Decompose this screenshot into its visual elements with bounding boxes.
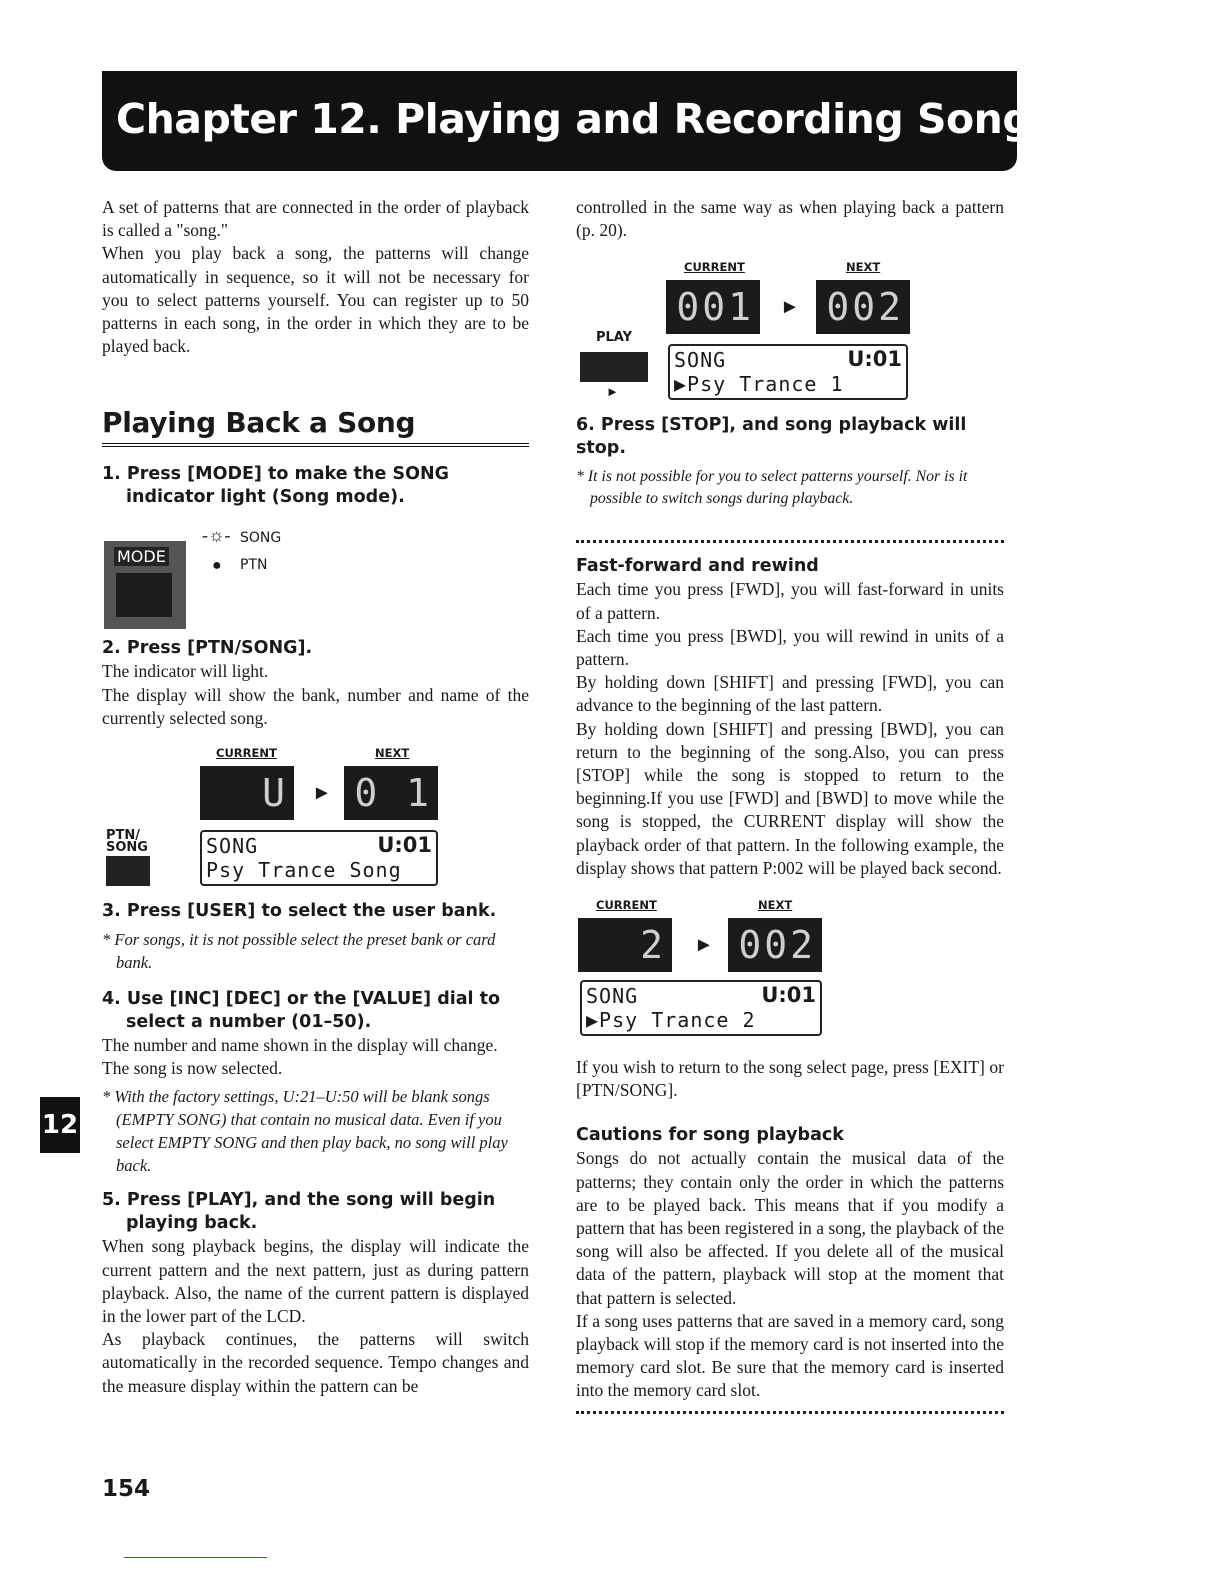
current-display: 2 xyxy=(578,918,672,972)
step-4-note: * With the factory settings, U:21–U:50 will be blank songs (EMPTY SONG) that contain no musical data. Even if you select EMPTY SONG and then play back, no song will play back. xyxy=(102,1087,508,1176)
step-5-body-2: As playback continues, the patterns will switch automatically in the recorded sequence. Tempo changes and the measure display within the pattern can be xyxy=(102,1329,529,1396)
right-column xyxy=(576,196,1004,1414)
play-button-image xyxy=(580,352,648,382)
step-4-body-1: The number and name shown in the display will change. xyxy=(102,1035,498,1056)
ptn-indicator-label: PTN xyxy=(240,557,268,574)
lcd-line-1: SONG xyxy=(674,348,727,373)
intro-paragraph-2: When you play back a song, the patterns will change automatically in sequence, so it will not be necessary for you to select patterns yourself. You can register up to 50 patterns in each song, in the order in which they are to be played back. xyxy=(102,243,529,357)
lcd-bank: U:01 xyxy=(377,833,432,858)
current-display: U xyxy=(200,766,294,820)
chapter-banner xyxy=(102,71,1056,171)
lcd-bank: U:01 xyxy=(847,347,902,372)
step-1: 1. Press [MODE] to make the SONG indicator light (Song mode). xyxy=(102,464,449,508)
dotted-divider xyxy=(576,1411,1004,1414)
section-heading: Playing Back a Song xyxy=(102,406,529,447)
ffwd-heading: Fast-forward and rewind xyxy=(576,556,819,577)
play-figure xyxy=(576,242,1004,414)
lcd-bank: U:01 xyxy=(761,983,816,1008)
ffwd-figure xyxy=(576,880,1004,1056)
lcd-line-1: SONG xyxy=(206,834,259,859)
step-4-body-2: The song is now selected. xyxy=(102,1058,283,1079)
mode-button-label: MODE xyxy=(114,547,169,566)
play-button-label: PLAY xyxy=(596,330,633,346)
lcd-line-1: SONG xyxy=(586,984,639,1009)
cautions-body-2: If a song uses patterns that are saved in a memory card, song playback will stop if the memory card is not inserted into the memory card slot. Be sure that the memory card is inserted into the memory card slot. xyxy=(576,1310,1004,1401)
lcd-display xyxy=(200,830,438,886)
cautions-heading: Cautions for song playback xyxy=(576,1125,844,1146)
current-label: CURRENT xyxy=(684,260,745,275)
song-indicator-label: SONG xyxy=(240,530,282,547)
next-display: 002 xyxy=(816,280,910,334)
exit-text: If you wish to return to the song select page, press [EXIT] or [PTN/SONG]. xyxy=(576,1057,1004,1101)
next-label: NEXT xyxy=(375,746,410,761)
chapter-title: Chapter 12. Playing and Recording Songs xyxy=(116,95,1056,143)
intro-paragraph-1: A set of patterns that are connected in the order of playback is called a "song." xyxy=(102,197,529,241)
ptn-song-button-label: PTN/ SONG xyxy=(106,828,148,856)
arrow-icon: ► xyxy=(780,296,800,319)
chapter-tab: 12 xyxy=(40,1097,80,1153)
next-display: 0 1 xyxy=(344,766,438,820)
step-2: 2. Press [PTN/SONG]. xyxy=(102,638,313,659)
ffwd-body-2: Each time you press [BWD], you will rewind in units of a pattern. xyxy=(576,625,1004,670)
current-label: CURRENT xyxy=(216,746,277,761)
ffwd-body-3: By holding down [SHIFT] and pressing [FWD], you can advance to the beginning of the last pattern. xyxy=(576,672,1004,716)
ptn-song-figure xyxy=(102,730,529,900)
mode-button-pad xyxy=(116,573,172,617)
left-column xyxy=(102,196,529,1398)
next-label: NEXT xyxy=(758,898,793,913)
bottom-rule xyxy=(124,1557,267,1558)
step-3-note: * For songs, it is not possible select the preset bank or card bank. xyxy=(102,930,496,973)
step-2-body-1: The indicator will light. xyxy=(102,661,269,682)
arrow-icon: ► xyxy=(694,934,714,957)
lcd-line-2: ▶Psy Trance 1 xyxy=(674,372,844,397)
ptn-indicator-icon: ● xyxy=(212,557,222,575)
step-6: 6. Press [STOP], and song playback will stop. xyxy=(576,415,967,459)
current-display: 001 xyxy=(666,280,760,334)
next-label: NEXT xyxy=(846,260,881,275)
ptn-song-button-image xyxy=(106,856,150,886)
step-3: 3. Press [USER] to select the user bank. xyxy=(102,901,497,922)
lcd-line-2: Psy Trance Song xyxy=(206,858,402,883)
step-6-note: * It is not possible for you to select patterns yourself. Nor is it possible to switch songs during playback. xyxy=(576,468,968,508)
page-number: 154 xyxy=(102,1476,151,1502)
ffwd-body-4: By holding down [SHIFT] and pressing [BWD], you can return to the beginning of the song.Also, you can press [STOP] while the song is stopped to return to the beginning.If you use [FWD] and [BWD] to move while the song is stopped, the CURRENT display will show the playback order of that pattern. In the following example, the display shows that pattern P:002 will be played back second. xyxy=(576,718,1004,878)
next-display: 002 xyxy=(728,918,822,972)
step-5-body-1: When song playback begins, the display will indicate the current pattern and the next pattern, just as during pattern playback. Also, the name of the current pattern is displayed in the lower part of the LCD. xyxy=(102,1236,529,1327)
mode-figure xyxy=(102,509,529,637)
right-intro: controlled in the same way as when playing back a pattern (p. 20). xyxy=(576,197,1004,241)
lcd-line-2: ▶Psy Trance 2 xyxy=(586,1008,756,1033)
cautions-body-1: Songs do not actually contain the musical data of the patterns; they contain only the order in which the patterns are to be played back. This means that if you modify a pattern that has been registered in a song, the playback of the song will also be affected. If you delete all of the musical data of the pattern, playback will stop at the moment that that pattern is selected. xyxy=(576,1148,1004,1308)
current-label: CURRENT xyxy=(596,898,657,913)
play-icon: ► xyxy=(606,384,619,400)
lcd-display xyxy=(668,344,908,400)
ffwd-body-1: Each time you press [FWD], you will fast-forward in units of a pattern. xyxy=(576,579,1004,623)
step-2-body-2: The display will show the bank, number and name of the currently selected song. xyxy=(102,684,529,728)
lcd-display xyxy=(580,980,822,1036)
arrow-icon: ► xyxy=(312,782,332,805)
step-5: 5. Press [PLAY], and the song will begin playing back. xyxy=(102,1190,496,1234)
step-4: 4. Use [INC] [DEC] or the [VALUE] dial to select a number (01–50). xyxy=(102,989,501,1033)
song-indicator-icon: -☼- xyxy=(202,525,231,546)
